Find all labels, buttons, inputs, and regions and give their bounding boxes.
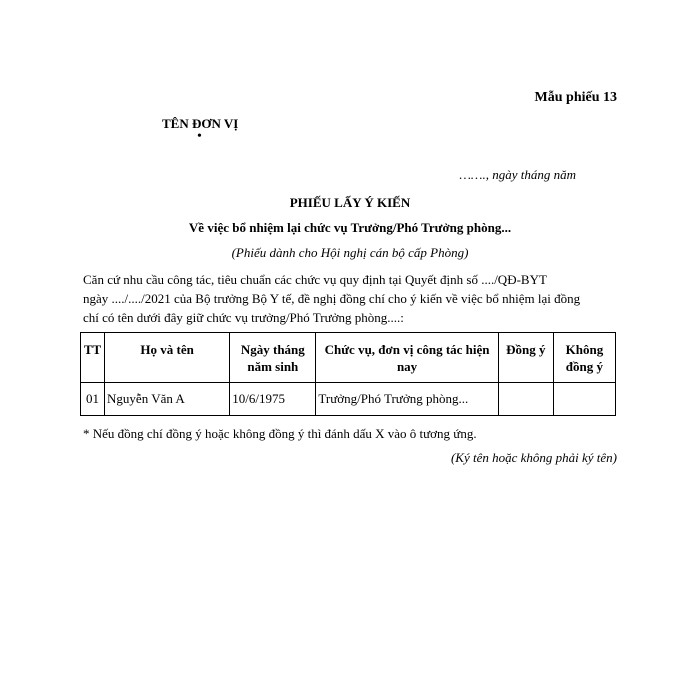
header-tt: TT <box>81 333 105 383</box>
opinion-table <box>80 332 616 416</box>
intro-line: chí có tên dưới đây giữ chức vụ trưởng/Phó Trưởng phòng....: <box>83 310 404 325</box>
table-row <box>81 383 616 416</box>
intro-line: Căn cứ nhu cầu công tác, tiêu chuẩn các chức vụ quy định tại Quyết định số ..../QĐ-BYT <box>83 272 547 287</box>
intro-line: ngày ..../..../2021 của Bộ trưởng Bộ Y tế, đề nghị đồng chí cho ý kiến về việc bổ nhiệm lại đồng <box>83 291 581 306</box>
place-date-line: ……., ngày tháng năm <box>459 167 576 182</box>
document-audience-note: (Phiếu dành cho Hội nghị cán bộ cấp Phòng) <box>231 245 469 260</box>
document-subtitle: Về việc bổ nhiệm lại chức vụ Trưởng/Phó Trưởng phòng... <box>188 220 512 235</box>
document-title: PHIẾU LẤY Ý KIẾN <box>289 195 411 210</box>
intro-paragraph <box>83 270 623 327</box>
cell-agree-checkbox[interactable] <box>498 383 553 416</box>
footnote: * Nếu đồng chí đồng ý hoặc không đồng ý thì đánh dấu X vào ô tương ứng. <box>83 426 477 441</box>
header-disagree: Không đồng ý <box>553 333 615 383</box>
cell-tt: 01 <box>81 383 105 416</box>
header-position: Chức vụ, đơn vị công tác hiện nay <box>316 333 498 383</box>
header-dob: Ngày tháng năm sinh <box>230 333 316 383</box>
header-agree: Đồng ý <box>498 333 553 383</box>
cell-dob: 10/6/1975 <box>230 383 316 416</box>
cell-name: Nguyễn Văn A <box>105 383 230 416</box>
cell-disagree-checkbox[interactable] <box>553 383 615 416</box>
header-name: Họ và tên <box>105 333 230 383</box>
cell-position: Trưởng/Phó Trưởng phòng... <box>316 383 498 416</box>
unit-bullet: • <box>197 129 202 144</box>
table-header-row <box>81 333 616 383</box>
form-number: Mẫu phiếu 13 <box>534 90 617 105</box>
signature-note: (Ký tên hoặc không phải ký tên) <box>450 450 617 465</box>
unit-name: TÊN ĐƠN VỊ <box>162 116 239 131</box>
